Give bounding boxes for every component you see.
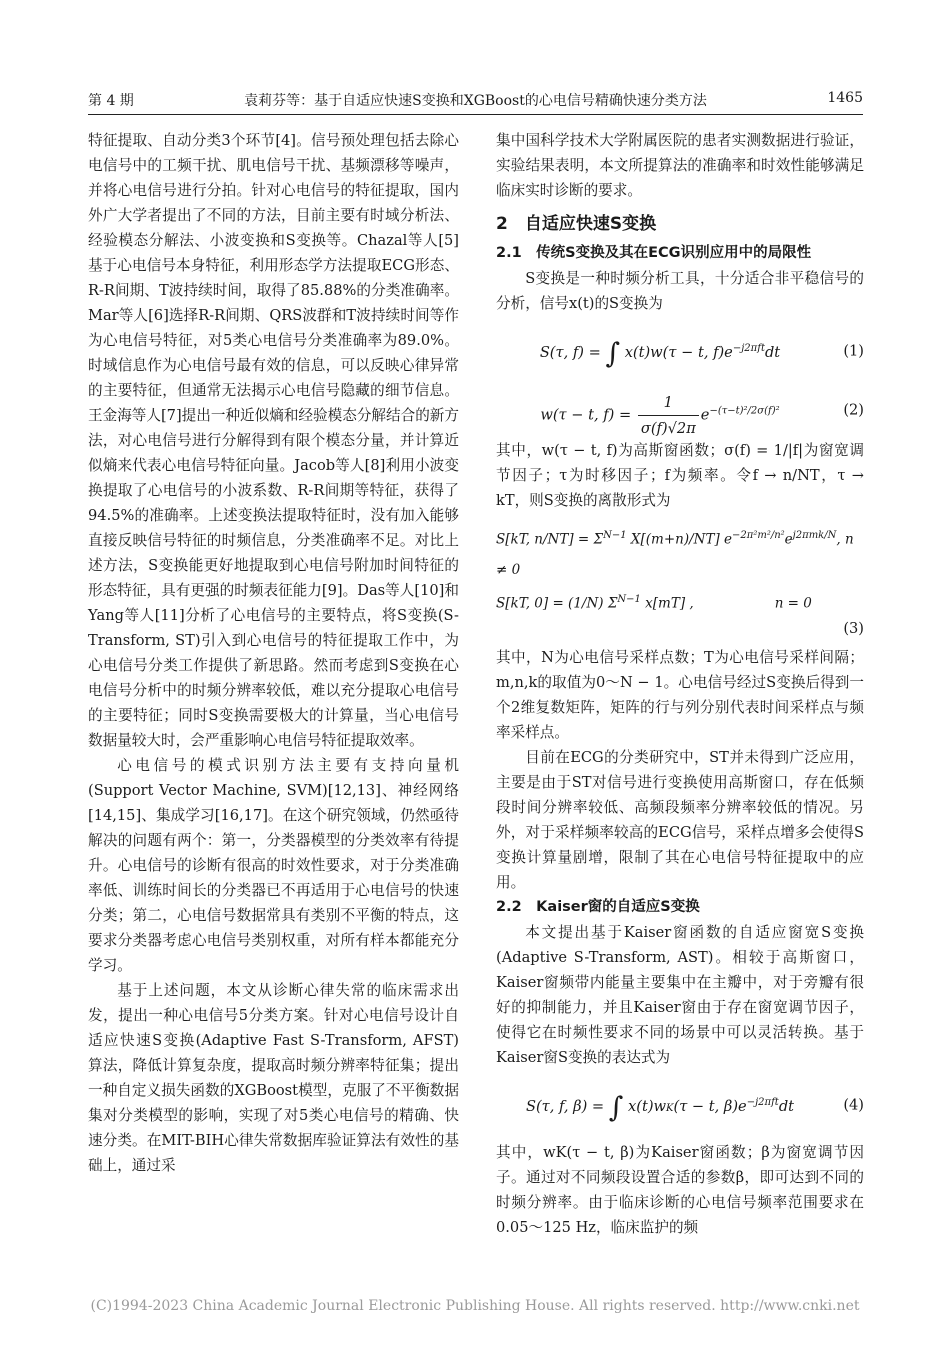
right-paragraph-3: 其中，N为心电信号采样点数；T为心电信号采样间隔；m,n,k的取值为0～N − 1。心电信号经过S变换后得到一个2维复数矩阵，矩阵的行与列分别代表时间采样点与频率采样点。 xyxy=(496,649,864,741)
equation-4-number: (4) xyxy=(843,1096,864,1114)
equation-1-number: (1) xyxy=(843,342,864,360)
section-2-heading: 2 自适应快速S变换 xyxy=(496,214,657,234)
right-paragraph-5: 本文提出基于Kaiser窗函数的自适应窗宽S变换(Adaptive S-Transform, AST)。相较于高斯窗口，Kaiser窗频带内能量主要集中在主瓣中，对于旁瓣有很好的抑制能力，并且Kaiser窗由于存在窗宽调节因子，使得它在时频性要求不同的场景中可以灵活转换。基于Kaiser窗S变换的表达式为 xyxy=(496,924,864,1066)
copyright-footer: (C)1994-2023 China Academic Journal Electronic Publishing House. All rights reserved. http://www.cnki.net xyxy=(90,1298,860,1314)
section-2-1-heading: 2.1 传统S变换及其在ECG识别应用中的局限性 xyxy=(496,245,812,261)
left-paragraph-3: 基于上述问题，本文从诊断心律失常的临床需求出发，提出一种心电信号5分类方案。针对心电信号设计自适应快速S变换(Adaptive Fast S-Transform, AFST)算法，降低计算复杂度，提取高时频分辨率特征集；提出一种自定义损失函数的XGBoost模型，克服了不平衡数据集对分类模型的影响，实现了对5类心电信号的精确、快速分类。在MIT-BIH心律失常数据库验证算法有效性的基础上，通过采 xyxy=(88,982,459,1174)
equation-3: S[kT, $n/NT] = \Sigma^{N-1}$ X[(m+n)/NT] $e^{-2\pi^2m^2/n^2}e^{j2\pi mk/N}$, n ≠ 0 S[kT, 0] = (1/N) $\Sigma^{N-1}$ x[mT] , n = 0 (3) xyxy=(496,517,864,641)
right-paragraph-6: 其中，wK(τ − t, β)为Kaiser窗函数；β为窗宽调节因子。通过对不同频段设置合适的参数β，即可达到不同的时频分辨率。由于临床诊断的心电信号频率范围要求在0.05～125 Hz，临床监护的频 xyxy=(496,1144,864,1236)
running-title: 袁莉芬等：基于自适应快速S变换和XGBoost的心电信号精确快速分类方法 xyxy=(244,93,707,109)
right-paragraph-2: 其中，w(τ − t, f)为高斯窗函数；σ(f) = 1/|f|为窗宽调节因子；τ为时移因子；f为频率。令f → n/NT，τ → kT，则S变换的离散形式为 xyxy=(496,442,864,509)
right-paragraph-0: 集中国科学技术大学附属医院的患者实测数据进行验证，实验结果表明，本文所提算法的准确率和时效性能够满足临床实时诊断的要求。 xyxy=(496,132,864,199)
page-header xyxy=(88,90,863,115)
equation-3-number: (3) xyxy=(843,620,864,637)
equation-2: w(τ − t, f) = $\frac{1}{\sigma(f)√2\pi}$ $e^{-(\tau-t)^2/2\sigma(f)^2}$ (2) xyxy=(496,386,864,434)
left-paragraph-2: 心电信号的模式识别方法主要有支持向量机(Support Vector Machine, SVM)[12,13]、神经网络[14,15]、集成学习[16,17]。在这个研究领域，仍然亟待解决的问题有两个：第一，分类器模型的分类效率有待提升。心电信号的诊断有很高的时效性要求，对于分类准确率低、训练时间长的分类器已不再适用于心电信号的快速分类；第二，心电信号数据常具有类别不平衡的特点，这要求分类器考虑心电信号类别权重，对所有样本都能充分学习。 xyxy=(88,757,459,974)
right-paragraph-4: 目前在ECG的分类研究中，ST并未得到广泛应用，主要是由于ST对信号进行变换使用高斯窗口，存在低频段时间分辨率较低、高频段频率分辨率较低的情况。另外，对于采样频率较高的ECG信号，采样点增多会使得S变换计算量剧增，限制了其在心电信号特征提取中的应用。 xyxy=(496,749,864,891)
right-column xyxy=(496,128,864,1240)
equation-2-number: (2) xyxy=(843,401,864,419)
equation-4: S(τ, f, β) = ∫ x(t)wK(τ − t, $\beta)e^{-j2\pi ft}dt$ (4) xyxy=(525,1090,864,1124)
equation-1: S(τ, f) = ∫ x(t)w(τ − t, $f)e^{-j2\pi ft}dt$ (1) xyxy=(539,336,864,370)
section-2-2-heading: 2.2 Kaiser窗的自适应S变换 xyxy=(496,899,700,915)
right-paragraph-1: S变换是一种时频分析工具，十分适合非平稳信号的分析，信号x(t)的S变换为 xyxy=(496,270,864,312)
page-number: 1465 xyxy=(827,90,863,106)
left-paragraph-1: 特征提取、自动分类3个环节[4]。信号预处理包括去除心电信号中的工频干扰、肌电信号干扰、基频漂移等噪声，并将心电信号进行分拍。针对心电信号的特征提取，国内外广大学者提出了不同的方法，目前主要有时域分析法、经验模态分解法、小波变换和S变换等。Chazal等人[5]基于心电信号本身特征，利用形态学方法提取ECG形态、R-R间期、T波持续时间，取得了85.88%的分类准确率。Mar等人[6]选择R-R间期、QRS波群和T波持续时间等作为心电信号特征，对5类心电信号分类准确率为89.0%。时域信息作为心电信号最有效的信息，可以反映心律异常的主要特征，但通常无法揭示心电信号隐藏的细节信息。王金海等人[7]提出一种近似熵和经验模态分解结合的新方法，对心电信号进行分解得到有限个模态分量，并计算近似熵来代表心电信号特征向量。Jacob等人[8]利用小波变换提取了心电信号的小波系数、R-R间期等特征，获得了94.5%的准确率。上述变换法提取特征时，没有加入能够直接反映信号特征的时频信息，分类准确率不足。对比上述方法，S变换能更好地提取到心电信号附加时间特征的形态特征，具有更强的时频表征能力[9]。Das等人[10]和Yang等人[11]分析了心电信号的主要特点，将S变换(S-Transform, ST)引入到心电信号的特征提取工作中，为心电信号分类工作提供了新思路。然而考虑到S变换在心电信号分析中的时频分辨率较低，难以充分提取心电信号的主要特征；同时S变换需要极大的计算量，当心电信号数据量较大时，会严重影响心电信号特征提取效率。 xyxy=(88,132,459,749)
left-column xyxy=(88,128,459,1178)
issue-label: 第 4 期 xyxy=(88,93,134,109)
